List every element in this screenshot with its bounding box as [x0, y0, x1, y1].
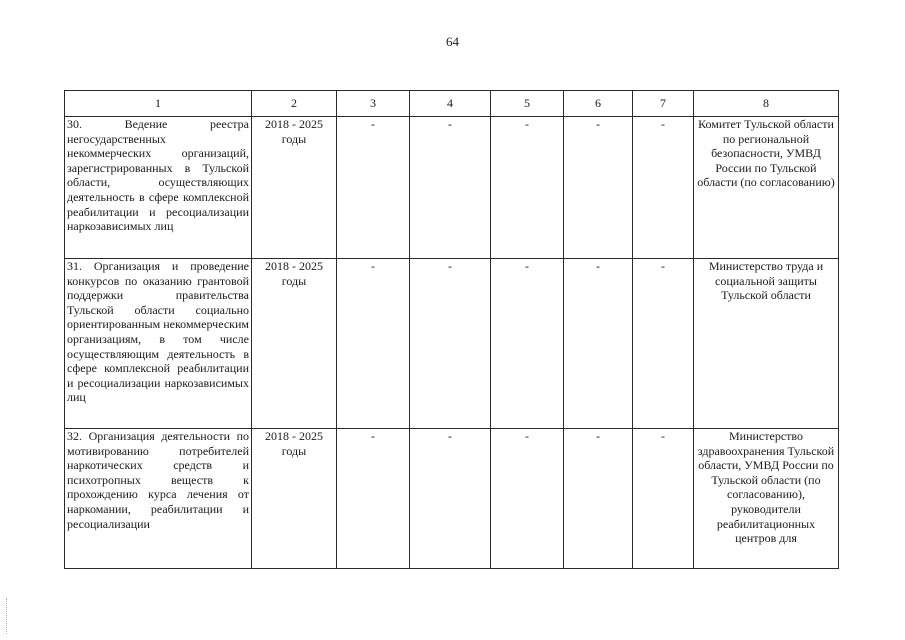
value-cell: - — [491, 429, 564, 569]
value-cell: - — [633, 259, 694, 429]
value-cell: - — [633, 117, 694, 259]
value-cell: - — [491, 117, 564, 259]
column-header: 8 — [694, 91, 839, 117]
table-row — [65, 429, 839, 569]
activity-cell: 32. Организация деятельности по мотивированию потребителей наркотических средств и психотропных веществ к прохождению курса лечения от наркомании, реабилитации и ресоциализации — [65, 429, 252, 569]
value-cell: - — [564, 117, 633, 259]
activity-cell: 30. Ведение реестра негосударственных некоммерческих организаций, зарегистрированных в Тульской области, осуществляющих деятельность в сфере комплексной реабилитации и ресоциализации наркозависимых лиц — [65, 117, 252, 259]
table-row — [65, 259, 839, 429]
value-cell: - — [337, 259, 410, 429]
period-cell: 2018 - 2025 годы — [252, 429, 337, 569]
table-row — [65, 117, 839, 259]
header-row — [65, 91, 839, 117]
page-number: 64 — [446, 34, 459, 49]
executor-cell: Комитет Тульской области по региональной безопасности, УМВД России по Тульской области (по согласованию) — [694, 117, 839, 259]
activities-table — [64, 90, 839, 569]
value-cell: - — [564, 429, 633, 569]
column-header: 2 — [252, 91, 337, 117]
column-header: 1 — [65, 91, 252, 117]
column-header: 6 — [564, 91, 633, 117]
period-cell: 2018 - 2025 годы — [252, 259, 337, 429]
value-cell: - — [410, 117, 491, 259]
value-cell: - — [410, 259, 491, 429]
value-cell: - — [337, 429, 410, 569]
column-header: 4 — [410, 91, 491, 117]
scan-margin-mark — [6, 598, 8, 634]
column-header: 3 — [337, 91, 410, 117]
value-cell: - — [410, 429, 491, 569]
value-cell: - — [337, 117, 410, 259]
column-header: 5 — [491, 91, 564, 117]
value-cell: - — [491, 259, 564, 429]
period-cell: 2018 - 2025 годы — [252, 117, 337, 259]
value-cell: - — [564, 259, 633, 429]
column-header: 7 — [633, 91, 694, 117]
value-cell: - — [633, 429, 694, 569]
executor-cell: Министерство труда и социальной защиты Тульской области — [694, 259, 839, 429]
activity-cell: 31. Организация и проведение конкурсов по оказанию грантовой поддержки правительства Тульской области социально ориентированным некоммерческим организациям, в том числе осуществляющим деятельность в сфере комплексной реабилитации и ресоциализации наркозависимых лиц — [65, 259, 252, 429]
executor-cell: Министерство здравоохранения Тульской области, УМВД России по Тульской области (по согласованию), руководители реабилитационных центров для — [694, 429, 839, 569]
